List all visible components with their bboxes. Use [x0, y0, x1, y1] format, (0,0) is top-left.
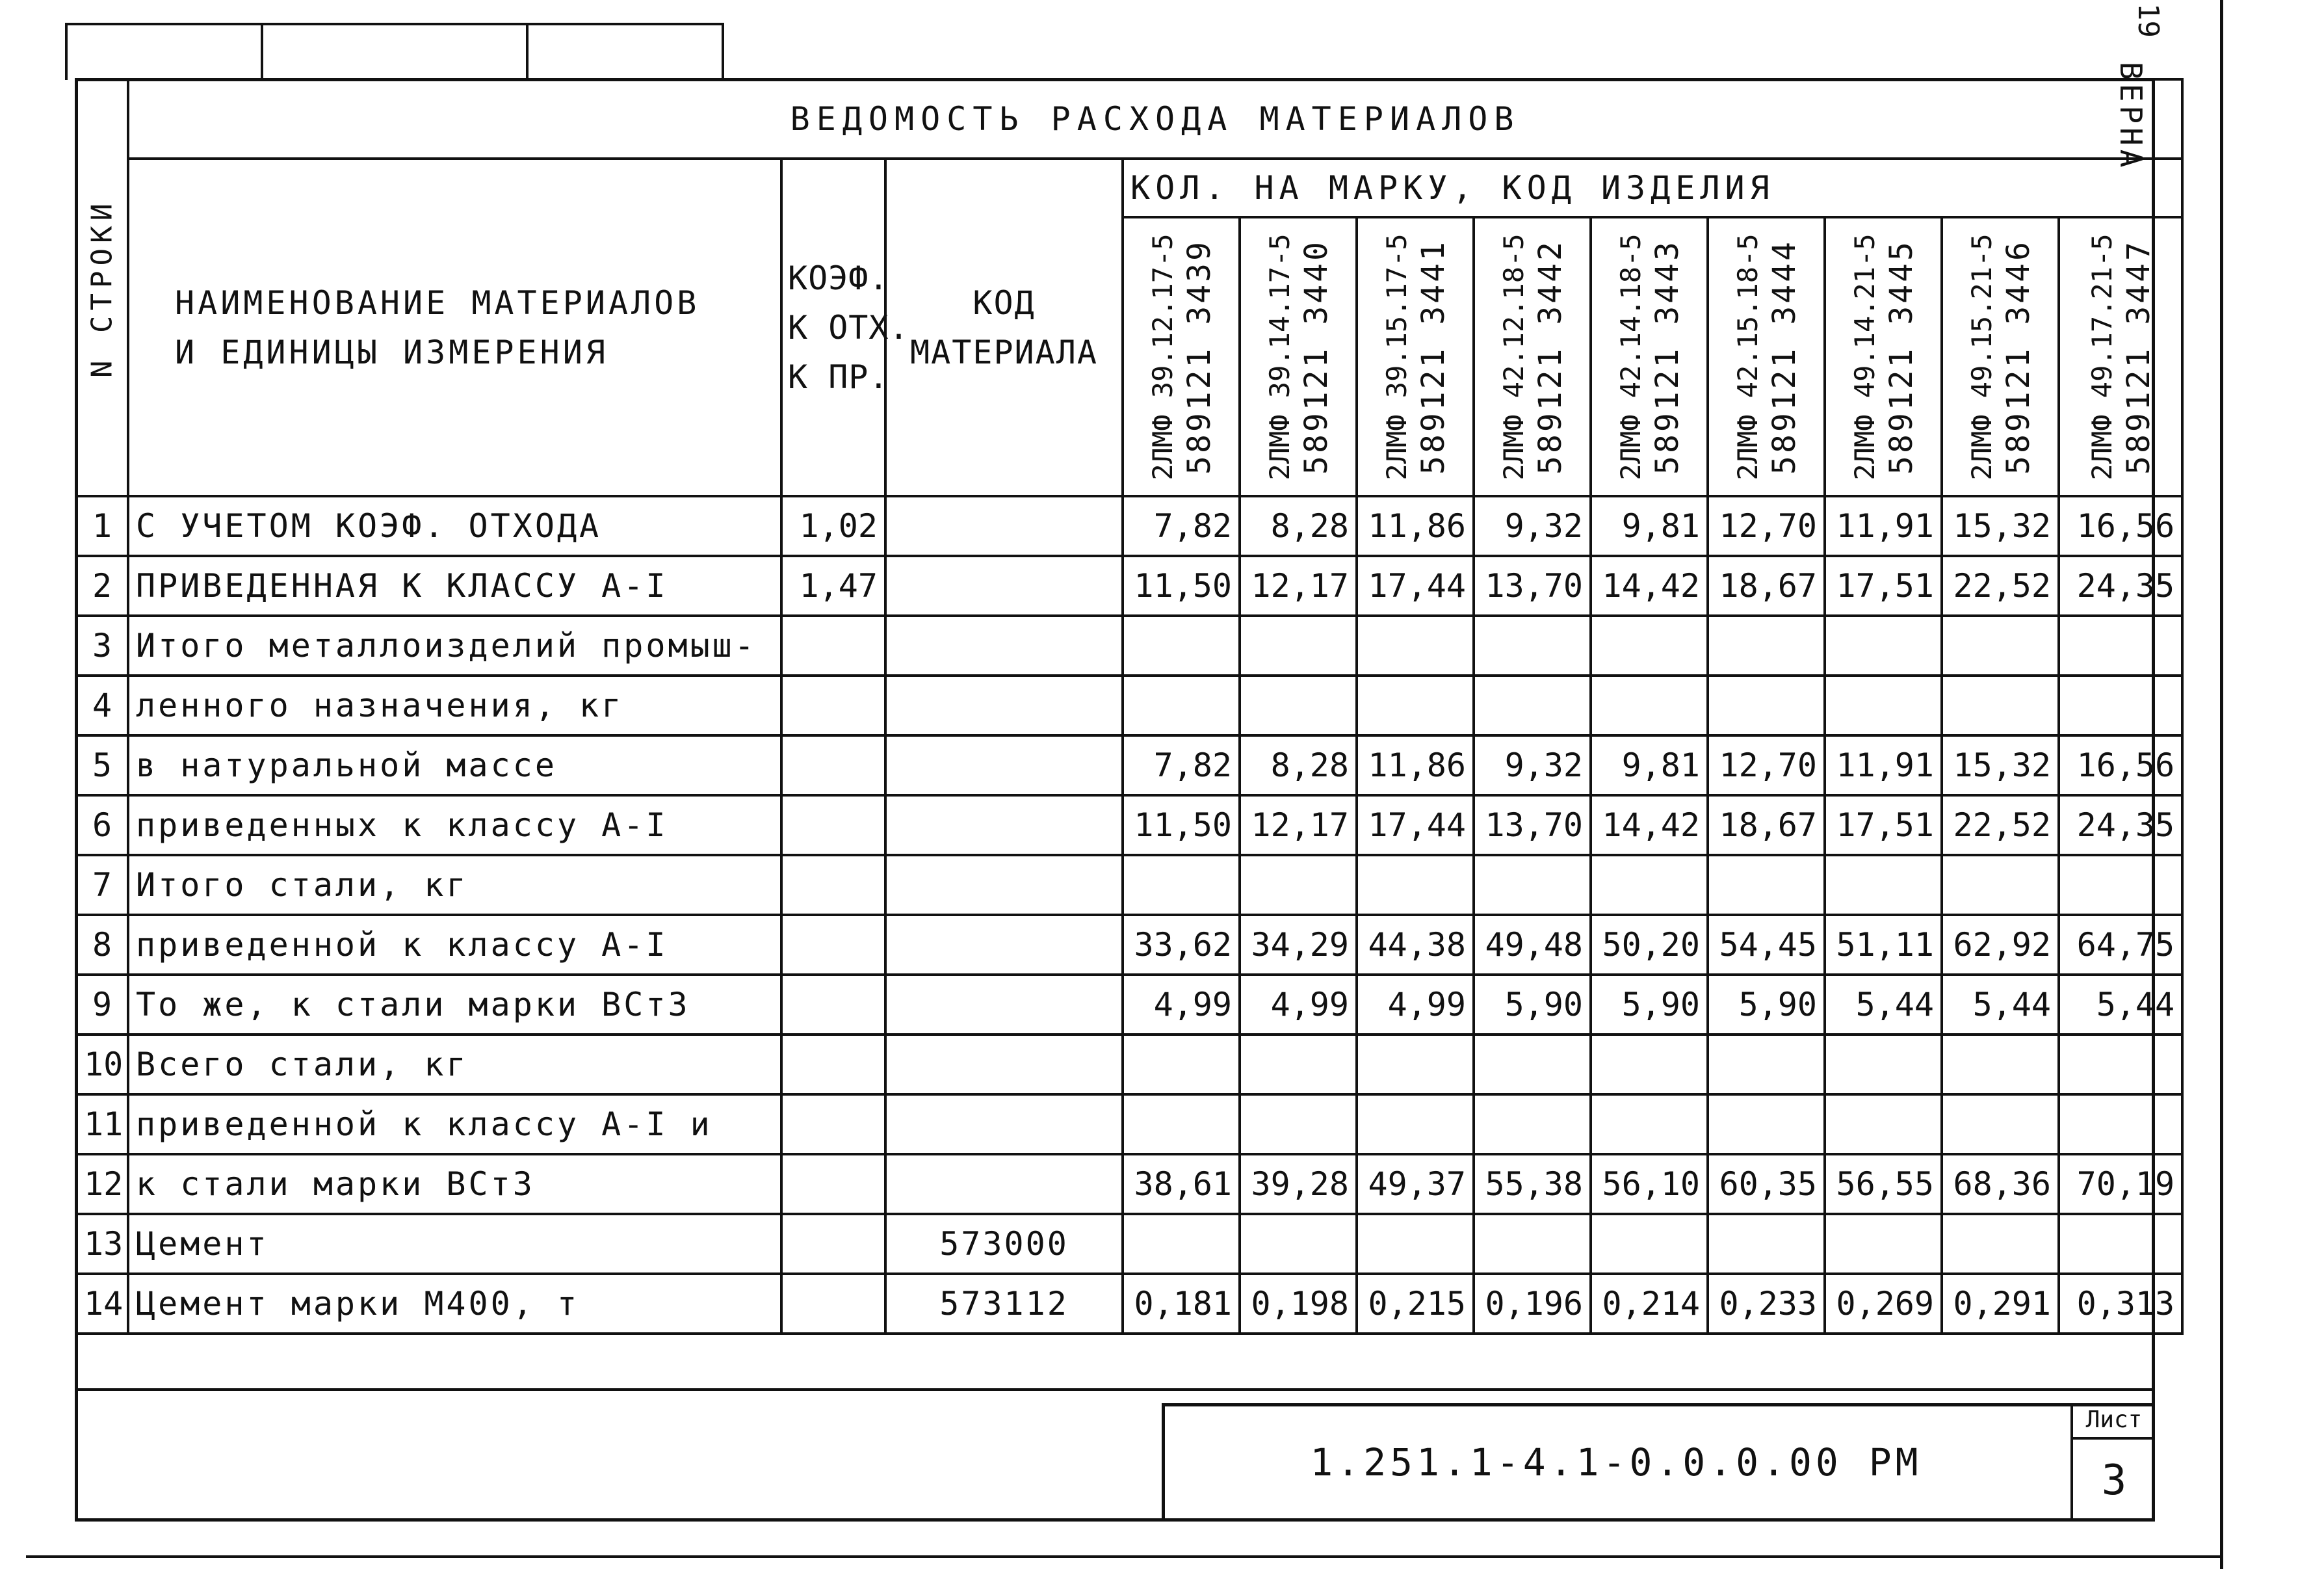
quantity-cell — [1357, 616, 1474, 676]
quantity-cell — [1591, 1035, 1708, 1094]
quantity-cell: 49,37 — [1357, 1154, 1474, 1214]
product-code: 589121 3439 — [1181, 239, 1218, 475]
quantity-cell: 5,44 — [1825, 975, 1942, 1035]
quantity-cell — [1123, 1094, 1240, 1154]
table-row — [76, 1214, 2182, 1274]
table-row — [76, 496, 2182, 556]
table-row — [76, 975, 2182, 1035]
material-name: То же, к стали марки ВСт3 — [128, 975, 781, 1035]
quantity-cell: 13,70 — [1474, 795, 1591, 855]
row-number: 4 — [76, 676, 128, 735]
table-row — [76, 855, 2182, 915]
table-row — [76, 1094, 2182, 1154]
quantity-cell — [1474, 616, 1591, 676]
quantity-cell: 50,20 — [1591, 915, 1708, 975]
row-number: 6 — [76, 795, 128, 855]
quantity-cell: 44,38 — [1357, 915, 1474, 975]
table-row — [76, 556, 2182, 616]
quantity-cell: 5,44 — [2059, 975, 2182, 1035]
quantity-cell — [1825, 1035, 1942, 1094]
quantity-cell: 51,11 — [1825, 915, 1942, 975]
quantity-cell: 12,17 — [1240, 795, 1357, 855]
quantity-cell: 0,196 — [1474, 1274, 1591, 1334]
quantity-cell — [1825, 616, 1942, 676]
quantity-cell — [1825, 1094, 1942, 1154]
quantity-cell — [1708, 855, 1825, 915]
quantity-cell — [1591, 616, 1708, 676]
quantity-cell: 8,28 — [1240, 735, 1357, 795]
material-name: к стали марки ВСт3 — [128, 1154, 781, 1214]
quantity-cell — [1591, 1094, 1708, 1154]
quantity-cell: 16,56 — [2059, 496, 2182, 556]
coefficient — [781, 975, 885, 1035]
quantity-cell: 0,214 — [1591, 1274, 1708, 1334]
quantity-cell — [1942, 1094, 2059, 1154]
quantity-cell — [1708, 1035, 1825, 1094]
quantity-cell: 68,36 — [1942, 1154, 2059, 1214]
quantity-cell — [1825, 676, 1942, 735]
quantity-cell: 55,38 — [1474, 1154, 1591, 1214]
table-row — [76, 795, 2182, 855]
material-name: Всего стали, кг — [128, 1035, 781, 1094]
quantity-cell — [2059, 616, 2182, 676]
material-code — [885, 1094, 1123, 1154]
quantity-cell — [1357, 1094, 1474, 1154]
quantity-cell: 5,90 — [1591, 975, 1708, 1035]
row-number: 2 — [76, 556, 128, 616]
quantity-cell — [1474, 676, 1591, 735]
material-code — [885, 676, 1123, 735]
row-number: 14 — [76, 1274, 128, 1334]
table-row — [76, 1154, 2182, 1214]
quantity-cell: 60,35 — [1708, 1154, 1825, 1214]
material-code — [885, 855, 1123, 915]
title-row — [76, 79, 2182, 159]
quantity-cell: 8,28 — [1240, 496, 1357, 556]
coefficient — [781, 915, 885, 975]
header-row-1 — [76, 159, 2182, 217]
product-mark: 2ЛМФ 49.17.21-5 — [2086, 233, 2119, 481]
right-edge-line — [2220, 0, 2223, 1569]
product-mark: 2ЛМФ 42.12.18-5 — [1498, 233, 1530, 481]
code-header: КОД МАТЕРИАЛА — [885, 159, 1123, 496]
product-mark: 2ЛМФ 39.14.17-5 — [1264, 233, 1296, 481]
row-number: 12 — [76, 1154, 128, 1214]
table-row — [76, 616, 2182, 676]
top-stub-cell-1 — [65, 23, 263, 80]
footer-divider — [75, 1388, 2155, 1391]
material-code — [885, 795, 1123, 855]
product-mark: 2ЛМФ 42.15.18-5 — [1732, 233, 1764, 481]
material-name: приведенной к классу А-I — [128, 915, 781, 975]
material-name: Цемент — [128, 1214, 781, 1274]
quantity-cell: 13,70 — [1474, 556, 1591, 616]
quantity-cell: 0,181 — [1123, 1274, 1240, 1334]
product-code: 589121 3441 — [1415, 239, 1452, 475]
table-row — [76, 1035, 2182, 1094]
coefficient — [781, 795, 885, 855]
quantity-cell: 70,19 — [2059, 1154, 2182, 1214]
quantity-cell: 62,92 — [1942, 915, 2059, 975]
quantity-cell: 4,99 — [1240, 975, 1357, 1035]
row-number: 11 — [76, 1094, 128, 1154]
quantity-cell: 33,62 — [1123, 915, 1240, 975]
quantity-cell — [1825, 1214, 1942, 1274]
quantity-cell — [1942, 676, 2059, 735]
quantity-cell — [2059, 1094, 2182, 1154]
quantity-cell: 11,50 — [1123, 795, 1240, 855]
table-title: ВЕДОМОСТЬ РАСХОДА МАТЕРИАЛОВ — [128, 79, 2182, 159]
quantity-cell — [1240, 1214, 1357, 1274]
sheet-number: 3 — [2101, 1457, 2127, 1505]
quantity-cell — [1708, 616, 1825, 676]
quantity-cell — [1123, 855, 1240, 915]
quantity-cell: 56,55 — [1825, 1154, 1942, 1214]
quantity-cell: 12,70 — [1708, 496, 1825, 556]
quantity-cell: 54,45 — [1708, 915, 1825, 975]
material-code — [885, 1035, 1123, 1094]
quantity-cell — [1123, 1214, 1240, 1274]
quantity-cell — [1474, 1094, 1591, 1154]
quantity-cell — [1942, 1214, 2059, 1274]
quantity-cell — [1123, 616, 1240, 676]
material-name: ПРИВЕДЕННАЯ К КЛАССУ А-I — [128, 556, 781, 616]
row-number: 7 — [76, 855, 128, 915]
quantity-cell: 9,32 — [1474, 735, 1591, 795]
quantity-cell: 5,90 — [1708, 975, 1825, 1035]
side-text: ВЕРНА — [2113, 62, 2148, 172]
material-name: Итого металлоизделий промыш- — [128, 616, 781, 676]
quantity-cell: 17,44 — [1357, 556, 1474, 616]
quantity-cell: 56,10 — [1591, 1154, 1708, 1214]
quantity-cell: 0,269 — [1825, 1274, 1942, 1334]
quantity-cell: 14,42 — [1591, 556, 1708, 616]
product-column-header — [1708, 217, 1825, 496]
product-code: 589121 3442 — [1532, 239, 1569, 475]
document-code: 1.251.1-4.1-0.0.0.00 РМ — [1310, 1440, 1922, 1484]
side-mark: 19 — [2132, 3, 2165, 38]
product-code: 589121 3440 — [1298, 239, 1335, 475]
sheet-label: Лист — [2073, 1403, 2155, 1440]
quantity-cell: 0,313 — [2059, 1274, 2182, 1334]
quantity-cell — [1708, 1094, 1825, 1154]
table-row — [76, 676, 2182, 735]
product-code: 589121 3444 — [1766, 239, 1803, 475]
quantity-cell: 12,70 — [1708, 735, 1825, 795]
product-mark: 2ЛМФ 39.15.17-5 — [1381, 233, 1413, 481]
quantity-cell — [1591, 1214, 1708, 1274]
row-number: 9 — [76, 975, 128, 1035]
quantity-cell: 14,42 — [1591, 795, 1708, 855]
material-name: ленного назначения, кг — [128, 676, 781, 735]
quantity-cell: 17,51 — [1825, 795, 1942, 855]
coefficient — [781, 1094, 885, 1154]
quantity-cell: 4,99 — [1123, 975, 1240, 1035]
coefficient — [781, 735, 885, 795]
coefficient: 1,47 — [781, 556, 885, 616]
material-code — [885, 915, 1123, 975]
quantity-cell — [2059, 1035, 2182, 1094]
quantity-cell: 9,81 — [1591, 735, 1708, 795]
quantity-cell — [1942, 1035, 2059, 1094]
quantity-cell — [1942, 855, 2059, 915]
quantity-cell: 11,86 — [1357, 735, 1474, 795]
quantity-cell: 7,82 — [1123, 496, 1240, 556]
quantity-cell: 11,86 — [1357, 496, 1474, 556]
material-code — [885, 556, 1123, 616]
coefficient — [781, 1035, 885, 1094]
coefficient — [781, 1274, 885, 1334]
material-name: С УЧЕТОМ КОЭФ. ОТХОДА — [128, 496, 781, 556]
quantity-cell: 11,91 — [1825, 735, 1942, 795]
quantity-cell: 49,48 — [1474, 915, 1591, 975]
quantity-cell: 0,198 — [1240, 1274, 1357, 1334]
quantity-cell — [1942, 616, 2059, 676]
sheet-number-box — [2070, 1403, 2155, 1522]
product-mark: 2ЛМФ 39.12.17-5 — [1147, 233, 1179, 481]
quantity-cell: 0,233 — [1708, 1274, 1825, 1334]
quantity-cell: 4,99 — [1357, 975, 1474, 1035]
quantity-cell — [1357, 855, 1474, 915]
product-column-header — [1240, 217, 1357, 496]
material-name: Цемент марки М400, т — [128, 1274, 781, 1334]
quantity-cell: 7,82 — [1123, 735, 1240, 795]
quantity-cell: 34,29 — [1240, 915, 1357, 975]
quantity-cell — [1240, 616, 1357, 676]
quantity-cell: 5,90 — [1474, 975, 1591, 1035]
quantity-cell — [2059, 855, 2182, 915]
quantity-cell: 39,28 — [1240, 1154, 1357, 1214]
product-mark: 2ЛМФ 49.14.21-5 — [1849, 233, 1881, 481]
coefficient — [781, 676, 885, 735]
product-column-header — [2059, 217, 2182, 496]
table-row — [76, 1274, 2182, 1334]
quantity-cell — [1357, 1035, 1474, 1094]
coefficient — [781, 1214, 885, 1274]
quantity-cell — [2059, 676, 2182, 735]
bottom-edge-line — [26, 1555, 2223, 1558]
quantity-cell: 12,17 — [1240, 556, 1357, 616]
quantity-cell — [1123, 676, 1240, 735]
quantity-cell: 17,44 — [1357, 795, 1474, 855]
quantity-cell — [1474, 1214, 1591, 1274]
table-row — [76, 915, 2182, 975]
quantity-cell: 0,215 — [1357, 1274, 1474, 1334]
row-number: 13 — [76, 1214, 128, 1274]
quantity-cell — [1591, 676, 1708, 735]
quantity-cell — [1240, 855, 1357, 915]
materials-table — [75, 78, 2184, 1335]
name-header: НАИМЕНОВАНИЕ МАТЕРИАЛОВ И ЕДИНИЦЫ ИЗМЕРЕНИЯ — [128, 159, 781, 496]
material-code: 573000 — [885, 1214, 1123, 1274]
coefficient — [781, 1154, 885, 1214]
row-number: 3 — [76, 616, 128, 676]
quantity-cell: 9,32 — [1474, 496, 1591, 556]
product-column-header — [1123, 217, 1240, 496]
quantity-cell: 18,67 — [1708, 556, 1825, 616]
material-code — [885, 975, 1123, 1035]
quantity-cell: 22,52 — [1942, 556, 2059, 616]
quantity-cell: 64,75 — [2059, 915, 2182, 975]
material-code — [885, 735, 1123, 795]
top-stub-cell-2 — [261, 23, 529, 80]
row-number: 10 — [76, 1035, 128, 1094]
quantity-cell: 5,44 — [1942, 975, 2059, 1035]
material-code: 573112 — [885, 1274, 1123, 1334]
material-code — [885, 496, 1123, 556]
quantity-cell — [1357, 1214, 1474, 1274]
quantity-cell — [1474, 1035, 1591, 1094]
product-mark: 2ЛМФ 49.15.21-5 — [1966, 233, 1998, 481]
quantity-cell: 15,32 — [1942, 496, 2059, 556]
product-code: 589121 3447 — [2121, 239, 2158, 475]
coefficient: 1,02 — [781, 496, 885, 556]
coefficient — [781, 855, 885, 915]
quantity-cell: 0,291 — [1942, 1274, 2059, 1334]
material-name: приведенных к классу А-I — [128, 795, 781, 855]
quantity-cell: 18,67 — [1708, 795, 1825, 855]
product-code: 589121 3445 — [1883, 239, 1920, 475]
top-stub-cell-3 — [526, 23, 724, 80]
quantity-cell — [1474, 855, 1591, 915]
quantity-cell — [1357, 676, 1474, 735]
product-column-header — [1357, 217, 1474, 496]
quantity-cell — [2059, 1214, 2182, 1274]
product-code: 589121 3446 — [2000, 239, 2037, 475]
quantity-cell — [1708, 676, 1825, 735]
material-name: в натуральной массе — [128, 735, 781, 795]
quantity-cell: 24,35 — [2059, 556, 2182, 616]
row-number-header: N СТРОКИ — [76, 79, 128, 496]
quantity-cell — [1123, 1035, 1240, 1094]
quantity-cell — [1825, 855, 1942, 915]
row-number: 8 — [76, 915, 128, 975]
product-column-header — [1591, 217, 1708, 496]
quantity-cell: 9,81 — [1591, 496, 1708, 556]
quantity-cell: 11,91 — [1825, 496, 1942, 556]
product-code: 589121 3443 — [1649, 239, 1686, 475]
quantity-cell: 15,32 — [1942, 735, 2059, 795]
quantity-cell — [1240, 1035, 1357, 1094]
quantity-cell: 17,51 — [1825, 556, 1942, 616]
qty-header: КОЛ. НА МАРКУ, КОД ИЗДЕЛИЯ — [1123, 159, 2182, 217]
product-column-header — [1825, 217, 1942, 496]
quantity-cell: 24,35 — [2059, 795, 2182, 855]
quantity-cell — [1591, 855, 1708, 915]
quantity-cell: 22,52 — [1942, 795, 2059, 855]
product-column-header — [1474, 217, 1591, 496]
table-row — [76, 735, 2182, 795]
coefficient — [781, 616, 885, 676]
material-code — [885, 1154, 1123, 1214]
material-code — [885, 616, 1123, 676]
row-number: 5 — [76, 735, 128, 795]
quantity-cell: 11,50 — [1123, 556, 1240, 616]
product-mark: 2ЛМФ 42.14.18-5 — [1615, 233, 1647, 481]
quantity-cell: 16,56 — [2059, 735, 2182, 795]
quantity-cell: 38,61 — [1123, 1154, 1240, 1214]
row-number: 1 — [76, 496, 128, 556]
material-name: приведенной к классу А-I и — [128, 1094, 781, 1154]
quantity-cell — [1708, 1214, 1825, 1274]
quantity-cell — [1240, 1094, 1357, 1154]
coef-header: КОЭФ. К ОТХ. К ПР. — [781, 159, 885, 496]
quantity-cell — [1240, 676, 1357, 735]
material-name: Итого стали, кг — [128, 855, 781, 915]
product-column-header — [1942, 217, 2059, 496]
